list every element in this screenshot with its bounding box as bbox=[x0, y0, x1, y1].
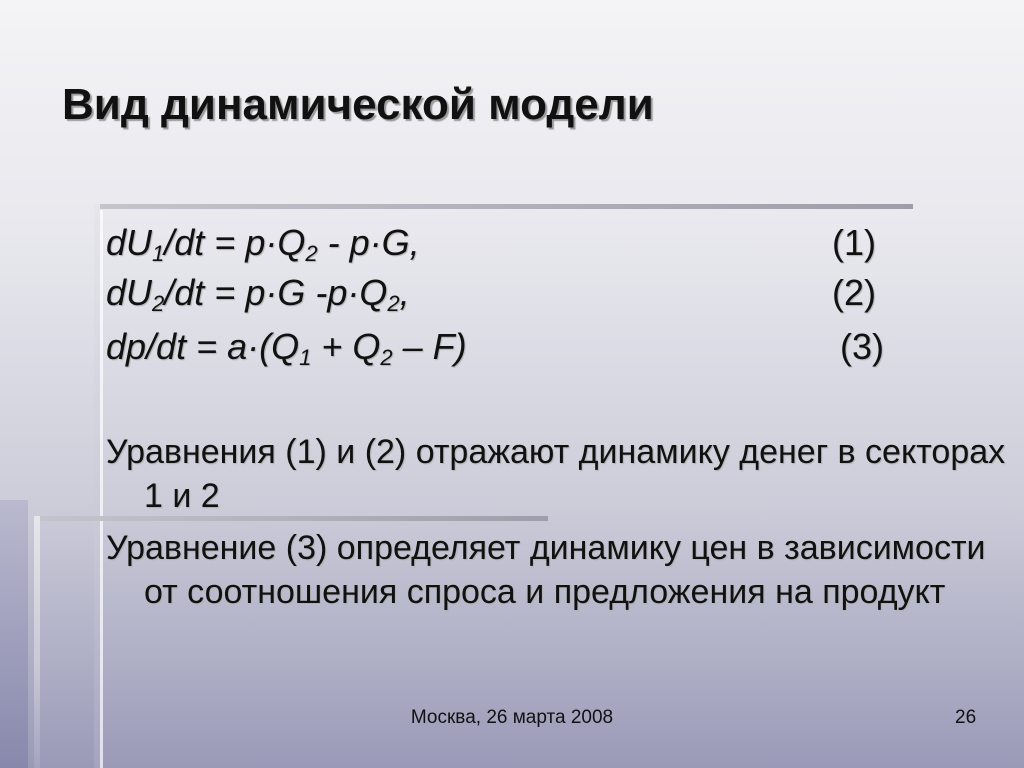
equation-number-1: (1) bbox=[832, 222, 876, 263]
decorative-line-top bbox=[96, 204, 913, 209]
paragraph-1: Уравнения (1) и (2) отражают динамику денег в секторах 1 и 2 bbox=[106, 433, 1006, 515]
equation-number-3: (3) bbox=[840, 326, 884, 367]
footer-date: Москва, 26 марта 2008 bbox=[410, 707, 614, 728]
equation-row-1 bbox=[106, 222, 906, 270]
decorative-highlight bbox=[100, 210, 103, 768]
equation-row-2 bbox=[106, 272, 906, 320]
equation-3: $dp/dt = a\cdot(Q_1 + Q_2 - F)$ bbox=[106, 326, 467, 370]
equation-row-3 bbox=[106, 326, 906, 374]
slide-title: Вид динамической модели bbox=[62, 80, 654, 129]
paragraph-2: Уравнение (3) определяет динамику цен в зависимости от соотношения спроса и предложения на продукт bbox=[106, 529, 986, 611]
decorative-bar-left-vertical bbox=[34, 516, 40, 768]
page-number: 26 bbox=[955, 707, 977, 728]
equation-2: $dU_2/dt = p\cdot G$ $-p\cdot Q_2$, bbox=[106, 272, 410, 316]
equation-number-2: (2) bbox=[832, 272, 876, 313]
equation-1: $dU_1/dt = p\cdot Q_2 - p\cdot G$, bbox=[106, 222, 420, 266]
